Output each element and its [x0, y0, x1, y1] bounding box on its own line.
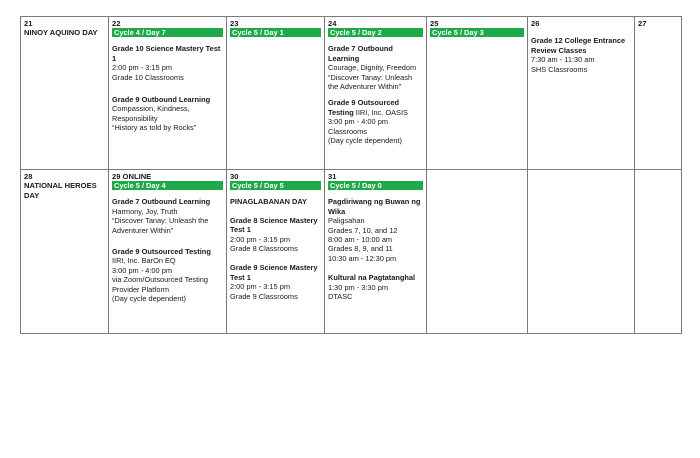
- day-cell-28: [21, 170, 109, 334]
- event-title: Grade 9 Outsourced Testing: [328, 98, 400, 117]
- event-detail: Grades 8, 9, and 11: [328, 244, 393, 254]
- day-number: 24: [328, 19, 337, 28]
- event-title: Grade 10 Science Mastery Test 1: [112, 44, 221, 63]
- event: [112, 247, 223, 303]
- day-cell-23: [227, 17, 325, 170]
- event-detail: Paligsahan: [328, 216, 365, 226]
- event-note: (Day cycle dependent): [112, 294, 186, 304]
- day-cell-31: [325, 170, 427, 334]
- day-cell-empty: [427, 170, 528, 334]
- day-number: 22: [112, 19, 121, 28]
- day-cell-22: [109, 17, 227, 170]
- event-venue: Grade 9 Classrooms: [230, 291, 298, 301]
- day-cell-25: [427, 17, 528, 170]
- event-venue: SHS Classrooms: [531, 64, 588, 74]
- event: [230, 263, 321, 301]
- calendar-week-row: [21, 17, 682, 170]
- day-number: 21: [24, 19, 33, 28]
- event-provider: IIRI, Inc. BarOn EQ: [112, 256, 176, 266]
- event: [531, 36, 631, 74]
- calendar-grid: [20, 16, 682, 334]
- day-cell-21: [21, 17, 109, 170]
- event-detail: Compassion, Kindness, Responsibility: [112, 104, 190, 123]
- event-venue: Grade 10 Classrooms: [112, 72, 184, 82]
- day-cell-30: [227, 170, 325, 334]
- cycle-badge: Cycle 5 / Day 4: [112, 181, 223, 190]
- day-number: 31: [328, 172, 337, 181]
- event-detail: Courage, Dignity, Freedom: [328, 63, 417, 73]
- day-cell-empty: [528, 170, 635, 334]
- event-note: (Day cycle dependent): [328, 136, 402, 146]
- day-number: 27: [638, 19, 647, 28]
- day-cell-24: [325, 17, 427, 170]
- event-time: 1:30 pm - 3:30 pm: [328, 282, 388, 292]
- event-title: Grade 7 Outbound Learning: [112, 197, 211, 207]
- calendar-week-row: [21, 170, 682, 334]
- day-number: 29 ONLINE: [112, 172, 152, 181]
- cycle-badge: Cycle 5 / Day 1: [230, 28, 321, 37]
- day-cell-29: [109, 170, 227, 334]
- event-time: 3:00 pm - 4:00 pm: [328, 117, 388, 127]
- event-title: Grade 12 College Entrance Review Classes: [531, 36, 626, 55]
- event-title: Grade 9 Outsourced Testing: [112, 247, 211, 257]
- cycle-badge: Cycle 5 / Day 5: [230, 181, 321, 190]
- event-venue: DTASC: [328, 292, 353, 302]
- day-cell-26: [528, 17, 635, 170]
- day-number: 23: [230, 19, 239, 28]
- holiday-label: NATIONAL HEROES DAY: [24, 181, 97, 200]
- event: [328, 44, 423, 91]
- event-title: Kultural na Pagtatanghal: [328, 273, 416, 283]
- event-time: 2:00 pm - 3:15 pm: [230, 234, 290, 244]
- event-venue: Grade 8 Classrooms: [230, 244, 298, 254]
- event-detail: Harmony, Joy, Truth: [112, 206, 178, 216]
- event-venue: via Zoom/Outsourced Testing Provider Platform: [112, 275, 208, 294]
- event: [112, 95, 223, 133]
- cycle-badge: Cycle 5 / Day 2: [328, 28, 423, 37]
- event-title: Pagdiriwang ng Buwan ng Wika: [328, 197, 421, 216]
- event-venue: Classrooms: [328, 126, 368, 136]
- event: [112, 44, 223, 82]
- day-number: 25: [430, 19, 439, 28]
- event-title: Grade 9 Outbound Learning: [112, 95, 211, 105]
- cycle-badge: Cycle 5 / Day 3: [430, 28, 524, 37]
- event: [328, 273, 423, 301]
- event-theme: “Discover Tanay: Unleash the Adventurer Within”: [112, 216, 209, 235]
- event-time: 2:00 pm - 3:15 pm: [112, 63, 172, 73]
- event-detail: Grades 7, 10, and 12: [328, 225, 398, 235]
- event-theme: “Discover Tanay: Unleash the Adventurer Within”: [328, 72, 413, 92]
- cycle-badge: Cycle 5 / Day 0: [328, 181, 423, 190]
- event-provider: IIRI, Inc. OASIS: [353, 107, 408, 117]
- cycle-badge: Cycle 4 / Day 7: [112, 28, 223, 37]
- event-time: 7:30 am - 11:30 am: [531, 55, 595, 65]
- event-title: Grade 7 Outbound Learning: [328, 44, 393, 63]
- event: [328, 98, 423, 145]
- event-title: Grade 8 Science Mastery Test 1: [230, 215, 318, 235]
- event-time: 2:00 pm - 3:15 pm: [230, 282, 290, 292]
- event: [230, 216, 321, 254]
- day-cell-empty: [635, 170, 682, 334]
- holiday-label: NINOY AQUINO DAY: [24, 28, 98, 38]
- event: [230, 197, 321, 206]
- day-cell-27: [635, 17, 682, 170]
- event: [112, 197, 223, 235]
- day-number: 30: [230, 172, 239, 181]
- event: [328, 197, 423, 263]
- event-time: 3:00 pm - 4:00 pm: [112, 265, 172, 275]
- event-time: 8:00 am - 10:00 am: [328, 235, 393, 245]
- event-time: 10:30 am - 12:30 pm: [328, 253, 397, 263]
- day-number: 28: [24, 172, 33, 181]
- event-theme: “History as told by Rocks”: [112, 123, 197, 133]
- event-title: PINAGLABANAN DAY: [230, 197, 307, 207]
- day-number: 26: [531, 19, 540, 28]
- event-title: Grade 9 Science Mastery Test 1: [230, 263, 318, 282]
